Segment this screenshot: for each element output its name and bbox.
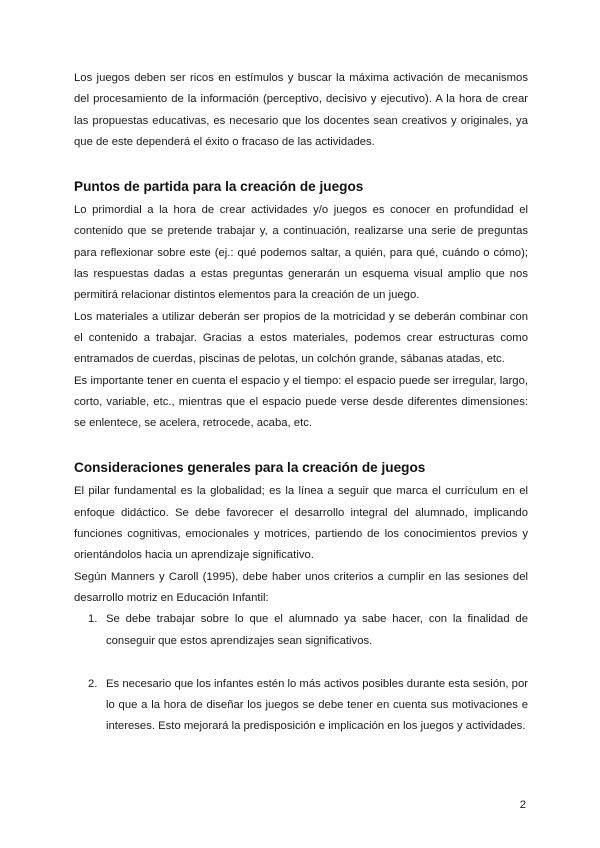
section1-paragraph-1: Lo primordial a la hora de crear actividades y/o juegos es conocer en profundidad el contenido que se pretende trabajar y, a continuación, realizarse una serie de preguntas para reflexionar sobre este (ej.: qué podemos saltar, a quién, para qué, cuándo o cómo); las respuestas dadas a estas preguntas generarán un esquema visual amplio que nos permitirá relacionar distintos elementos para la creación de un juego. (74, 204, 528, 302)
list-item-text: Se debe trabajar sobre lo que el alumnado ya sabe hacer, con la finalidad de conseguir que estos aprendizajes sean significativos. (106, 613, 528, 647)
page-content (74, 68, 528, 738)
section1-paragraph-2: Los materiales a utilizar deberán ser propios de la motricidad y se deberán combinar con el contenido a trabajar. Gracias a estos materiales, podemos crear estructuras como entramados de cuerdas, piscinas de pelotas, un colchón grande, sábanas atadas, etc. (74, 310, 528, 366)
list-item (74, 674, 528, 738)
list-item-number: 2. (88, 677, 98, 690)
section-heading-consideraciones-generales: Consideraciones generales para la creación de juegos (74, 460, 426, 476)
list-item (74, 609, 528, 652)
section2-paragraph-1: El pilar fundamental es la globalidad; es la línea a seguir que marca el currículum en el enfoque didáctico. Se debe favorecer el desarrollo integral del alumnado, implicando funciones cognitivas, emocionales y motrices, partiendo de los conocimientos previos y orientándolos hacia un aprendizaje significativo. (74, 485, 528, 562)
page-number: 2 (519, 799, 526, 811)
list-item-number: 1. (88, 613, 98, 626)
criteria-list (74, 609, 528, 737)
section-heading-puntos-de-partida: Puntos de partida para la creación de juegos (74, 179, 364, 195)
intro-paragraph: Los juegos deben ser ricos en estímulos y buscar la máxima activación de mecanismos del procesamiento de la información (perceptivo, decisivo y ejecutivo). A la hora de crear las propuestas educativas, es necesario que los docentes sean creativos y originales, ya que de este dependerá el éxito o fracaso de las actividades. (74, 72, 528, 148)
section2-paragraph-2: Según Manners y Caroll (1995), debe haber unos criterios a cumplir en las sesiones del desarrollo motriz en Educación Infantil: (74, 570, 528, 604)
list-item-text: Es necesario que los infantes estén lo más activos posibles durante esta sesión, por lo que a la hora de diseñar los juegos se debe tener en cuenta sus motivaciones e intereses. Esto mejorará la predisposición e implicación en los juegos y actividades. (106, 677, 528, 733)
section1-paragraph-3: Es importante tener en cuenta el espacio y el tiempo: el espacio puede ser irregular, largo, corto, variable, etc., mientras que el espacio puede verse desde diferentes dimensiones: se enlentece, se acelera, retrocede, acaba, etc. (74, 374, 528, 430)
